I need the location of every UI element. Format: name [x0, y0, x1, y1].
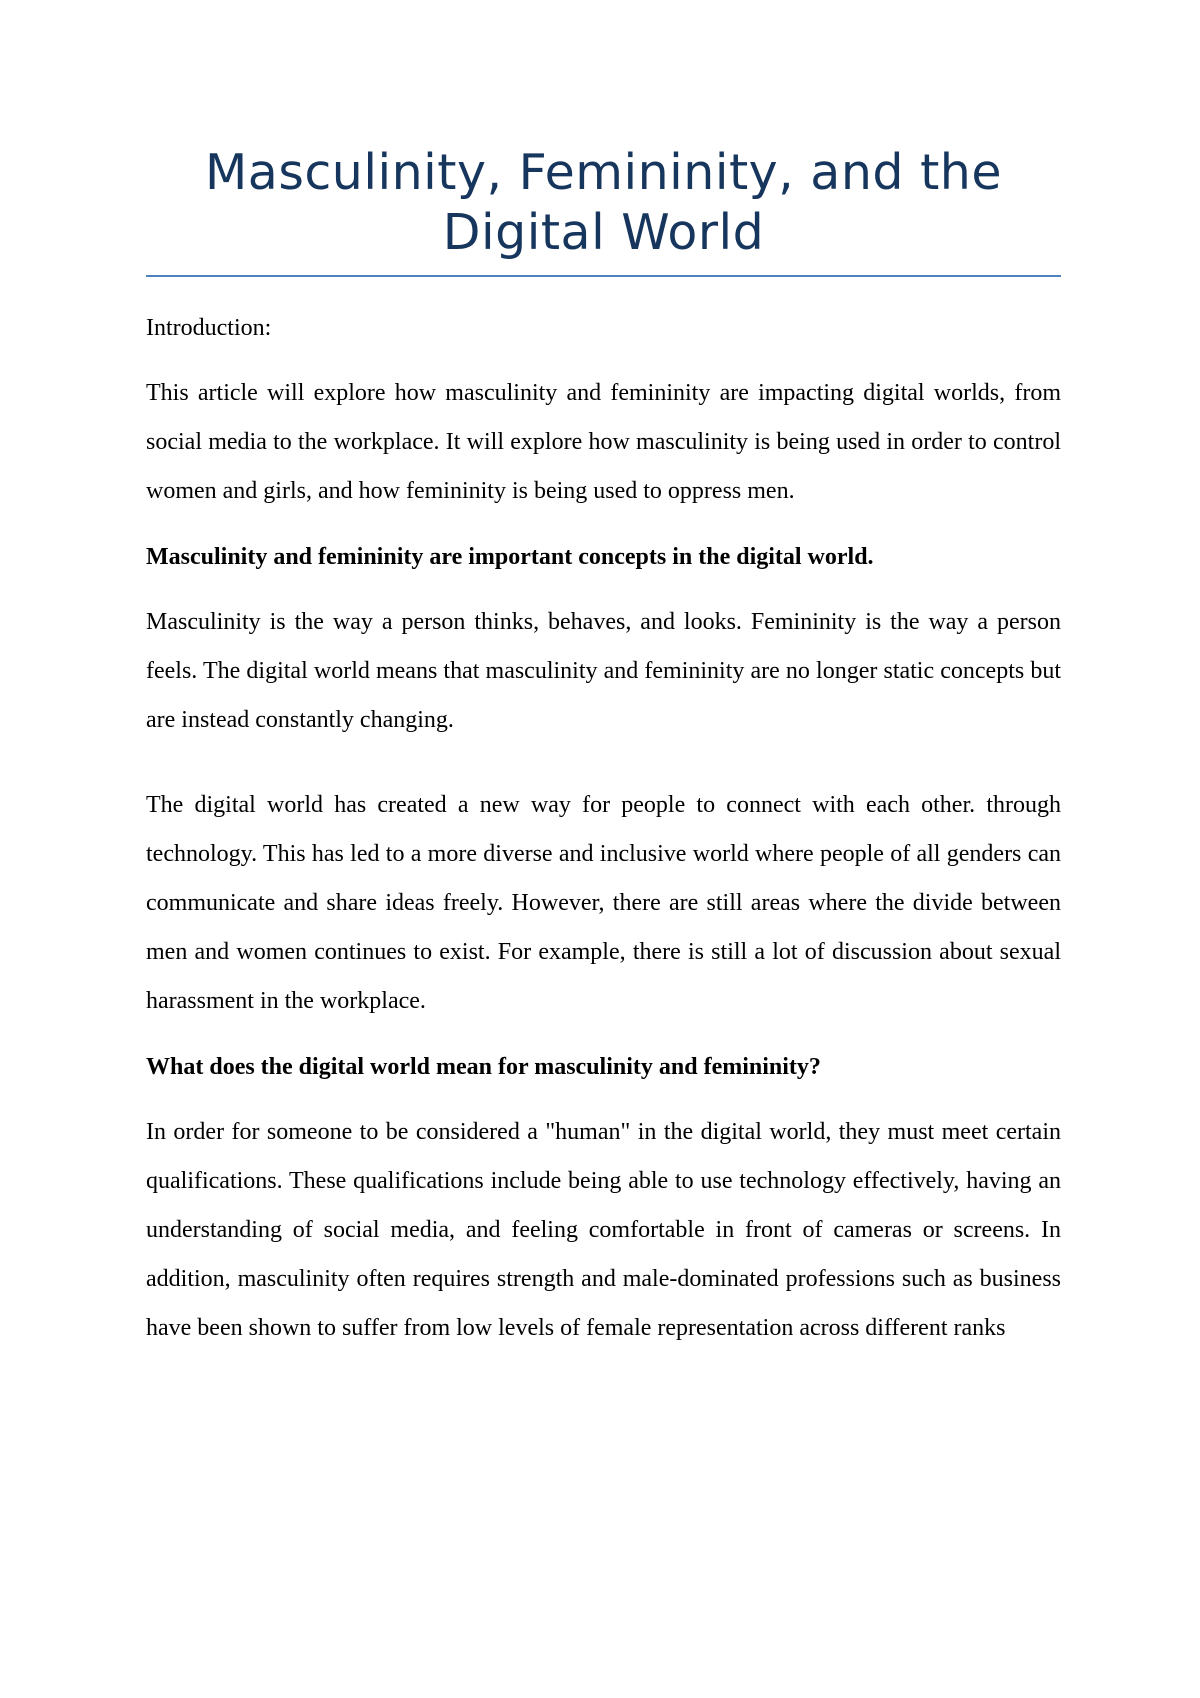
- paragraph-3: In order for someone to be considered a "human" in the digital world, they must meet certain qualifications. These qualifications include being able to use technology effectively, having an understanding of social media, and feeling comfortable in front of cameras or screens. In addition, masculinity often requires strength and male-dominated professions such as business have been shown to suffer from low levels of female representation across different ranks: [146, 1119, 1061, 1341]
- intro-paragraph: This article will explore how masculinity and femininity are impacting digital worlds, from social media to the workplace. It will explore how masculinity is being used in order to control women and girls, and how femininity is being used to oppress men.: [146, 380, 1061, 504]
- document-title: Masculinity, Femininity, and the Digital World: [205, 144, 1002, 261]
- paragraph-2: The digital world has created a new way for people to connect with each other. through technology. This has led to a more diverse and inclusive world where people of all genders can communicate and share ideas freely. However, there are still areas where the divide between men and women continues to exist. For example, there is still a lot of discussion about sexual harassment in the workplace.: [146, 792, 1061, 1014]
- title-divider: [146, 275, 1061, 277]
- document-page: [146, 0, 1061, 1353]
- paragraph-1: Masculinity is the way a person thinks, behaves, and looks. Femininity is the way a person feels. The digital world means that masculinity and femininity are no longer static concepts but are instead constantly changing.: [146, 609, 1061, 733]
- document-body: [146, 313, 1061, 1353]
- section-heading-1: Masculinity and femininity are important concepts in the digital world.: [146, 544, 874, 570]
- section-heading-2: What does the digital world mean for masculinity and femininity?: [146, 1054, 821, 1080]
- intro-label: Introduction:: [146, 315, 272, 341]
